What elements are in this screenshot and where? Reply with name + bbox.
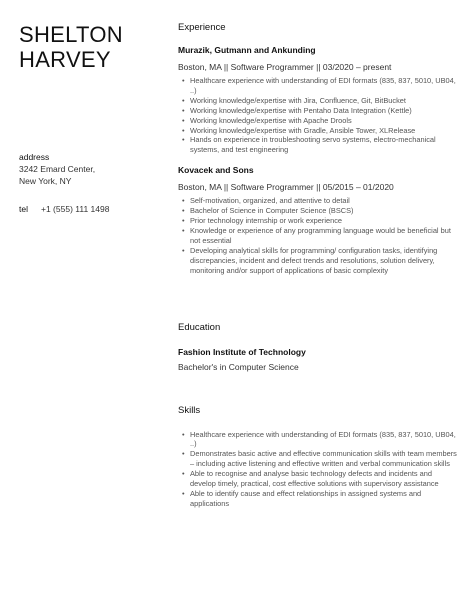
job-meta: Boston, MA || Software Programmer || 05/2015 – 01/2020 [178,182,394,193]
address-label: address [19,152,50,162]
education-section [178,322,458,373]
main-column [178,22,458,509]
bullet-item: • Prior technology internship or work experience [190,216,458,226]
last-name: HARVEY [19,47,111,72]
bullet-item: • Healthcare experience with understanding of EDI formats (835, 837, 5010, UB04, ..) [190,76,458,96]
first-name: SHELTON [19,22,123,47]
skills-list [178,430,458,509]
bullet-item: • Knowledge or experience of any programming language would be beneficial but not essential [190,226,458,246]
job-entry [178,45,458,155]
skill-item: • Demonstrates basic active and effective communication skills with team members – including active listening and effective written and verbal communication skills [190,449,458,469]
skill-item: • Able to identify cause and effect relationships in assigned systems and applications [190,489,458,509]
skill-item: • Able to recognise and analyse basic technology defects and incidents and develop timely, practical, cost effective solutions with supervisory assistance [190,469,458,489]
bullet-item: • Working knowledge/expertise with Gradle, Ansible Tower, XLRelease [190,126,458,136]
contact-column [19,22,159,215]
job-company: Kovacek and Sons [178,165,254,176]
tel-label: tel [19,204,28,214]
bullet-item: • Working knowledge/expertise with Pentaho Data Integration (Kettle) [190,106,458,116]
job-entry [178,165,458,275]
job-meta: Boston, MA || Software Programmer || 03/2020 – present [178,62,392,72]
skills-title: Skills [178,404,201,416]
skill-item: • Healthcare experience with understanding of EDI formats (835, 837, 5010, UB04, ..) [190,430,458,450]
address-line-1: 3242 Emard Center, [19,164,96,174]
bullet-item: • Bachelor of Science in Computer Science (BSCS) [190,206,458,216]
bullet-item: • Working knowledge/expertise with Apache Drools [190,116,458,126]
address-block [19,163,159,187]
job-bullets [178,76,458,155]
experience-section [178,22,458,276]
tel-value: +1 (555) 111 1498 [41,204,110,214]
skills-section [178,405,458,509]
bullet-item: • Developing analytical skills for programming/ configuration tasks, identifying discrepancies, incident and defect trends and resolutions, solution delivery, monitoring and/or support of applications of basic complexity [190,246,458,276]
bullet-item: • Working knowledge/expertise with Jira, Confluence, Git, BitBucket [190,96,458,106]
bullet-item: • Hands on experience in troubleshooting servo systems, electro-mechanical systems, and test engineering [190,135,458,155]
experience-title: Experience [178,22,226,33]
candidate-name [19,22,159,72]
address-line-2: New York, NY [19,176,72,186]
bullet-item: • Self-motivation, organized, and attentive to detail [190,196,458,206]
education-school: Fashion Institute of Technology [178,346,306,357]
education-title: Education [178,321,221,333]
tel-row [19,204,159,215]
job-bullets [178,196,458,275]
education-degree: Bachelor's in Computer Science [178,361,299,372]
job-company: Murazik, Gutmann and Ankunding [178,45,316,55]
